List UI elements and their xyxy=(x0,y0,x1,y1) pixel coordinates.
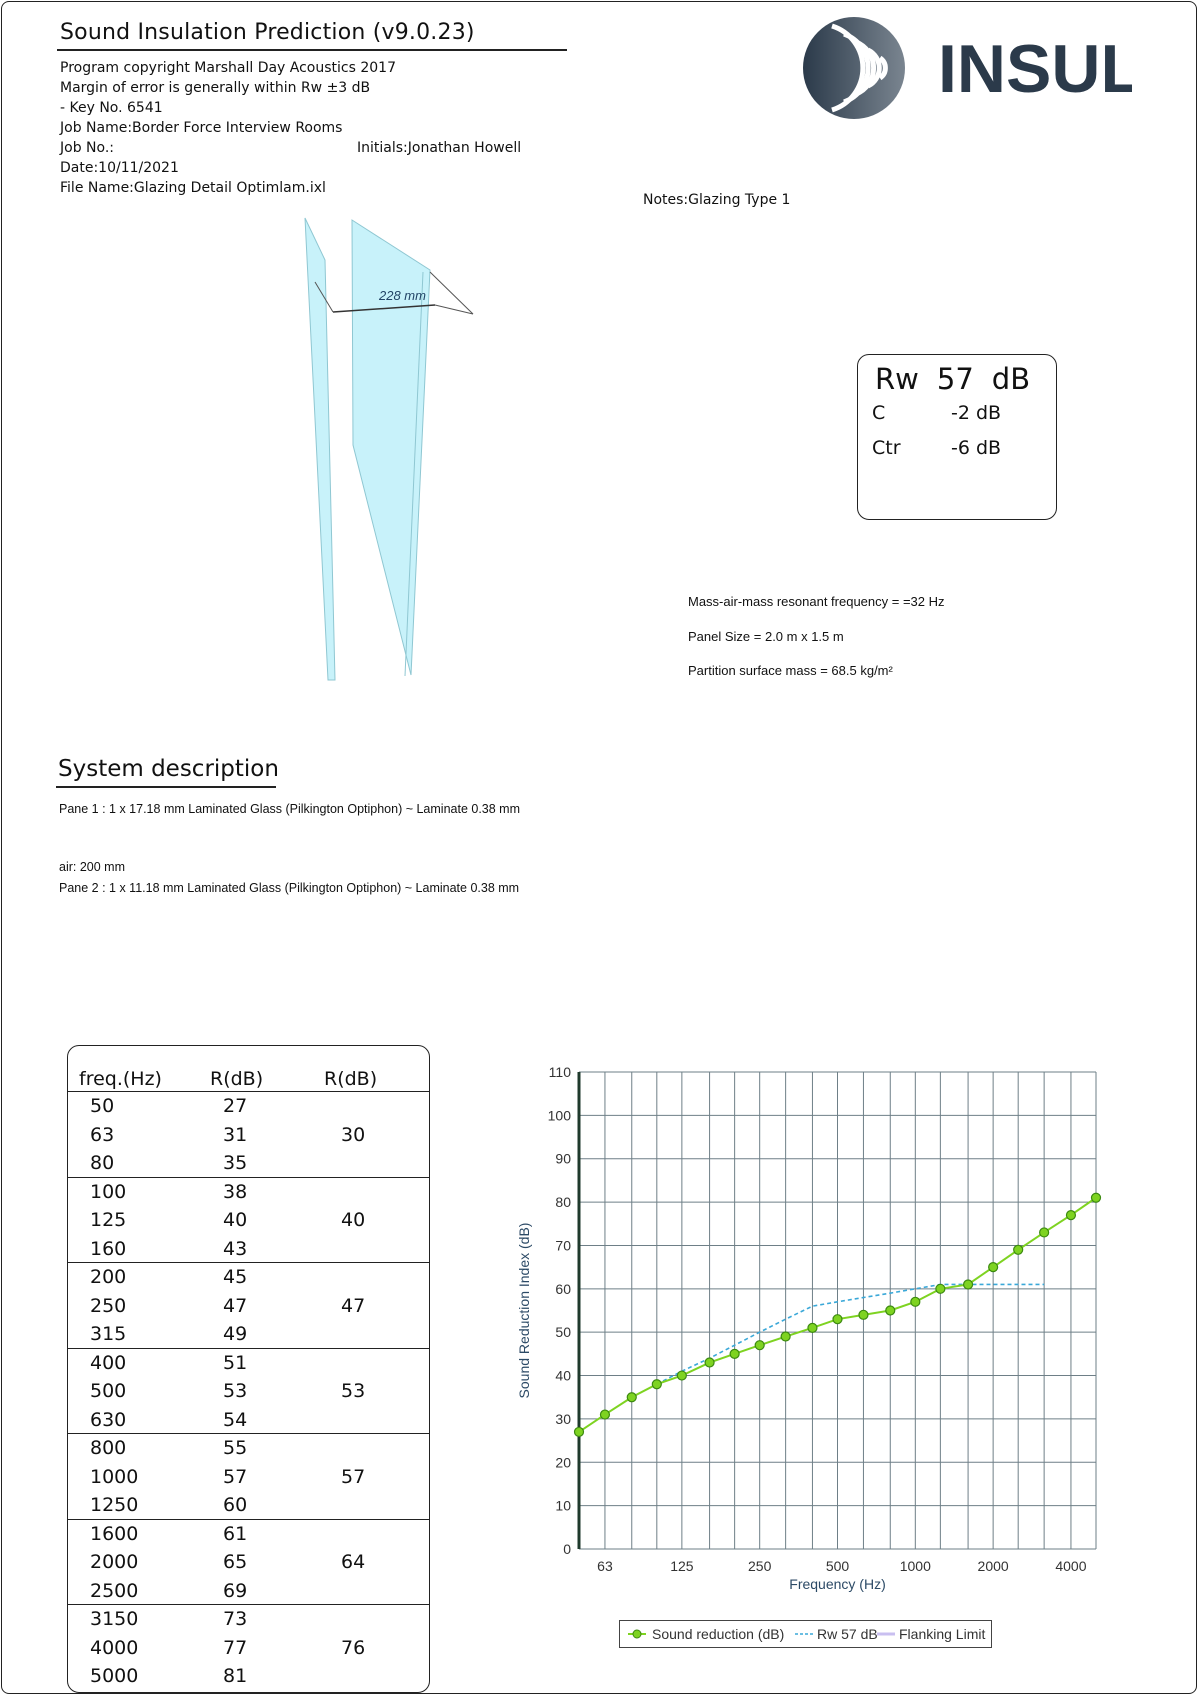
r-third-cell: 77 xyxy=(223,1636,248,1659)
data-point xyxy=(808,1323,817,1332)
pane-2-text: Pane 2 : 1 x 11.18 mm Laminated Glass (Pilkington Optiphon) ~ Laminate 0.38 mm xyxy=(59,881,520,895)
chart-legend xyxy=(619,1620,992,1648)
x-axis-label: Frequency (Hz) xyxy=(789,1576,886,1592)
legend-flanking: Flanking Limit xyxy=(899,1626,986,1642)
r-third-cell: 65 xyxy=(223,1551,248,1573)
r-third-cell: 31 xyxy=(223,1123,248,1146)
c-label: C xyxy=(872,402,886,424)
logo-mark-icon xyxy=(802,16,1132,120)
table-group xyxy=(68,1604,429,1691)
legend-marker-sound-reduction xyxy=(633,1630,641,1638)
data-point xyxy=(652,1380,661,1389)
frequency-table xyxy=(67,1045,430,1693)
page-title: Sound Insulation Prediction (v9.0.23) xyxy=(60,20,475,45)
surface-mass-text: Partition surface mass = 68.5 kg/m² xyxy=(688,663,893,678)
y-tick-label: 110 xyxy=(548,1064,571,1080)
data-point xyxy=(936,1284,945,1293)
margin-text: Margin of error is generally within Rw ±3 dB xyxy=(60,80,371,96)
freq-cell: 250 xyxy=(90,1294,127,1317)
gap-dimension-label: 228 mm xyxy=(379,288,426,303)
y-tick-label: 60 xyxy=(555,1280,571,1297)
r-octave-cell: 30 xyxy=(341,1123,366,1146)
r-third-cell: 60 xyxy=(223,1494,248,1516)
freq-cell: 160 xyxy=(90,1237,127,1260)
freq-cell: 4000 xyxy=(90,1636,139,1659)
data-point xyxy=(677,1371,686,1380)
y-axis-label: Sound Reduction Index (dB) xyxy=(516,1222,532,1399)
rw-value: 57 xyxy=(936,362,974,396)
y-tick-label: 10 xyxy=(555,1497,571,1514)
data-point xyxy=(911,1297,920,1306)
insul-logo xyxy=(802,16,1132,120)
rw-rating xyxy=(875,362,1048,396)
system-title: System description xyxy=(58,756,279,782)
resonance-text: Mass-air-mass resonant frequency = =32 Hz xyxy=(688,594,945,609)
data-point xyxy=(1092,1193,1101,1202)
y-tick-label: 20 xyxy=(555,1454,571,1471)
freq-cell: 50 xyxy=(90,1095,115,1117)
r-third-cell: 43 xyxy=(223,1237,248,1260)
r-third-cell: 54 xyxy=(223,1408,248,1431)
rw-label: Rw xyxy=(875,362,919,396)
data-point xyxy=(730,1349,739,1358)
data-point xyxy=(627,1393,636,1402)
x-tick-label: 250 xyxy=(748,1558,772,1574)
freq-cell: 2500 xyxy=(90,1579,139,1602)
freq-cell: 3150 xyxy=(90,1608,139,1630)
file-name: File Name:Glazing Detail Optimlam.ixl xyxy=(60,180,326,196)
col-header-r-third: R(dB) xyxy=(210,1068,264,1090)
c-value: -2 dB xyxy=(951,402,1002,424)
data-point xyxy=(575,1427,584,1436)
data-point xyxy=(964,1280,973,1289)
data-point xyxy=(886,1306,895,1315)
data-point xyxy=(859,1310,868,1319)
table-group xyxy=(68,1433,429,1520)
x-tick-label: 63 xyxy=(597,1558,613,1574)
r-third-cell: 57 xyxy=(223,1465,248,1488)
y-tick-label: 90 xyxy=(555,1150,571,1167)
y-tick-label: 50 xyxy=(555,1324,571,1341)
air-gap-text: air: 200 mm xyxy=(59,860,125,874)
table-group xyxy=(68,1177,429,1264)
r-octave-cell: 64 xyxy=(341,1551,366,1573)
r-third-cell: 81 xyxy=(223,1665,248,1687)
data-point xyxy=(1014,1245,1023,1254)
freq-cell: 800 xyxy=(90,1437,127,1459)
data-point xyxy=(833,1315,842,1324)
logo-text: INSUL xyxy=(938,31,1132,107)
title-underline xyxy=(57,49,567,51)
r-third-cell: 45 xyxy=(223,1266,248,1288)
y-tick-label: 40 xyxy=(555,1367,571,1384)
data-point xyxy=(989,1263,998,1272)
y-tick-label: 100 xyxy=(547,1107,571,1124)
r-third-cell: 61 xyxy=(223,1522,248,1545)
pane-1-shape xyxy=(305,218,335,680)
r-octave-cell: 57 xyxy=(341,1465,366,1488)
r-third-cell: 35 xyxy=(223,1152,248,1174)
y-tick-label: 0 xyxy=(563,1541,571,1557)
x-tick-label: 125 xyxy=(670,1558,694,1574)
data-point xyxy=(600,1410,609,1419)
pane-1-text: Pane 1 : 1 x 17.18 mm Laminated Glass (Pilkington Optiphon) ~ Laminate 0.38 mm xyxy=(59,802,521,816)
r-octave-cell: 47 xyxy=(341,1294,366,1317)
r-third-cell: 69 xyxy=(223,1579,248,1602)
col-header-freq: freq.(Hz) xyxy=(79,1068,162,1090)
glazing-diagram xyxy=(295,210,485,685)
r-third-cell: 38 xyxy=(223,1180,248,1203)
freq-cell: 2000 xyxy=(90,1551,139,1573)
legend-rw: Rw 57 dB xyxy=(817,1626,878,1642)
x-tick-label: 500 xyxy=(825,1558,850,1574)
r-third-cell: 27 xyxy=(223,1095,248,1117)
r-third-cell: 73 xyxy=(223,1608,248,1630)
x-tick-label: 2000 xyxy=(977,1558,1009,1574)
freq-cell: 630 xyxy=(90,1408,127,1431)
y-tick-label: 80 xyxy=(555,1194,571,1211)
sound-reduction-chart xyxy=(515,1060,1105,1605)
y-tick-label: 30 xyxy=(555,1410,571,1427)
x-tick-label: 4000 xyxy=(1055,1558,1087,1574)
data-point xyxy=(781,1332,790,1341)
date-text: Date:10/11/2021 xyxy=(60,160,179,176)
freq-cell: 315 xyxy=(90,1323,127,1345)
table-group xyxy=(68,1348,429,1435)
copyright-text: Program copyright Marshall Day Acoustics 2017 xyxy=(60,60,396,76)
r-third-cell: 51 xyxy=(223,1351,248,1374)
table-group xyxy=(68,1091,429,1178)
rw-reference-line xyxy=(657,1284,1044,1384)
r-third-cell: 40 xyxy=(223,1209,248,1231)
freq-cell: 125 xyxy=(90,1209,127,1231)
r-octave-cell: 40 xyxy=(341,1209,366,1231)
rw-unit: dB xyxy=(991,362,1031,396)
col-header-r-octave: R(dB) xyxy=(324,1068,378,1090)
ctr-label: Ctr xyxy=(872,437,901,459)
r-third-cell: 49 xyxy=(223,1323,248,1345)
data-point xyxy=(705,1358,714,1367)
r-third-cell: 53 xyxy=(223,1380,248,1402)
ctr-value: -6 dB xyxy=(951,437,1002,459)
key-text: - Key No. 6541 xyxy=(60,100,163,116)
table-group xyxy=(68,1519,429,1606)
chart-svg xyxy=(515,1060,1105,1605)
panel-size-text: Panel Size = 2.0 m x 1.5 m xyxy=(688,629,844,644)
x-tick-label: 1000 xyxy=(899,1558,931,1574)
system-title-underline xyxy=(56,786,276,788)
table-group xyxy=(68,1262,429,1349)
y-tick-label: 70 xyxy=(555,1237,571,1254)
data-point xyxy=(1040,1228,1049,1237)
r-octave-cell: 53 xyxy=(341,1380,366,1402)
freq-cell: 80 xyxy=(90,1152,115,1174)
data-point xyxy=(755,1341,764,1350)
r-octave-cell: 76 xyxy=(341,1636,366,1659)
freq-cell: 200 xyxy=(90,1266,127,1288)
freq-cell: 400 xyxy=(90,1351,127,1374)
notes-text: Notes:Glazing Type 1 xyxy=(643,192,791,208)
job-name: Job Name:Border Force Interview Rooms xyxy=(60,120,343,136)
freq-cell: 1000 xyxy=(90,1465,139,1488)
r-third-cell: 47 xyxy=(223,1294,248,1317)
freq-cell: 500 xyxy=(90,1380,127,1402)
freq-cell: 100 xyxy=(90,1180,127,1203)
data-point xyxy=(1066,1211,1075,1220)
r-third-cell: 55 xyxy=(223,1437,248,1459)
initials: Initials:Jonathan Howell xyxy=(357,140,522,156)
freq-cell: 63 xyxy=(90,1123,115,1146)
job-no: Job No.: xyxy=(60,140,114,156)
freq-cell: 1250 xyxy=(90,1494,139,1516)
freq-cell: 1600 xyxy=(90,1522,139,1545)
legend-sound-reduction: Sound reduction (dB) xyxy=(652,1626,785,1642)
freq-cell: 5000 xyxy=(90,1665,139,1687)
